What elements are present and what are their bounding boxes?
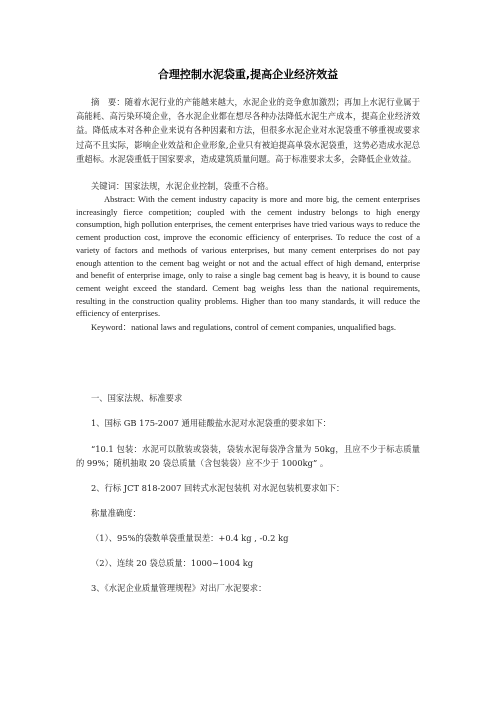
item-2: 2、行标 JCT 818-2007 回转式水泥包装机 对水泥包装机要求如下： [91, 483, 345, 493]
section-heading-1: 一、国家法规、标准要求 [91, 393, 183, 403]
item-2-point-a: （1）、95%的袋数单袋重量误差：+0.4 kg , -0.2 kg [91, 533, 289, 543]
abstract-english: Abstract: With the cement industry capacity is more and more big, the cement enterprises increasingly fierce competition; coupled with the cement industry belongs to high energy consumption, high pollution enterprises, the cement enterprises have tried various ways to reduce the cement production cost, improve the economic efficiency of enterprises. To reduce the cost of a variety of factors and methods of various enterprises, but many cement enterprises do not pay enough attention to the cement bag weight or not and the actual effect of high demand, enterprise and benefit of enterprise image, only to raise a single bag cement bag is heavy, it is bound to cause cement weight exceed the standard. Cement bag weighs less than the national requirements, resulting in the construction quality problems. Higher than too many standards, it will reduce the efficiency of enterprises. [76, 194, 420, 319]
item-3: 3、《水泥企业质量管理规程》对出厂水泥要求： [91, 583, 267, 593]
document-title: 合理控制水泥袋重,提高企业经济效益 [157, 68, 339, 81]
item-1-quote: “10.1 包装：水泥可以散装或袋装，袋装水泥每袋净含量为 50kg，且应不少于标志质量的 99%；随机抽取 20 袋总质量（含包装袋）应不少于 1000kg” 。 [76, 444, 420, 469]
item-2-subheading: 称量准确度： [91, 508, 141, 518]
item-1: 1、国标 GB 175-2007 通用硅酸盐水泥对水泥袋重的要求如下： [91, 418, 331, 428]
abstract-chinese: 摘 要：随着水泥行业的产能越来越大，水泥企业的竞争愈加激烈；再加上水泥行业属于高能耗、高污染环境企业，各水泥企业都在想尽各种办法降低水泥生产成本，提高企业经济效益。降低成本对各种企业来说有各种因素和方法，但很多水泥企业对水泥袋重不够重视或要求过高不且实际，影响企业效益和企业形象,企业只有被迫提高单袋水泥袋重，这势必造成水泥总重超标。水泥袋重低于国家要求，造成建筑质量问题。高于标准要求太多，会降低企业效益。 [76, 97, 420, 164]
keywords-english: Keyword：national laws and regulations, control of cement companies, unqualified bags. [91, 322, 396, 332]
keywords-chinese: 关键词：国家法规，水泥企业控制，袋重不合格。 [91, 181, 274, 191]
item-2-point-b: （2）、连续 20 袋总质量：1000~1004 kg [91, 558, 254, 568]
